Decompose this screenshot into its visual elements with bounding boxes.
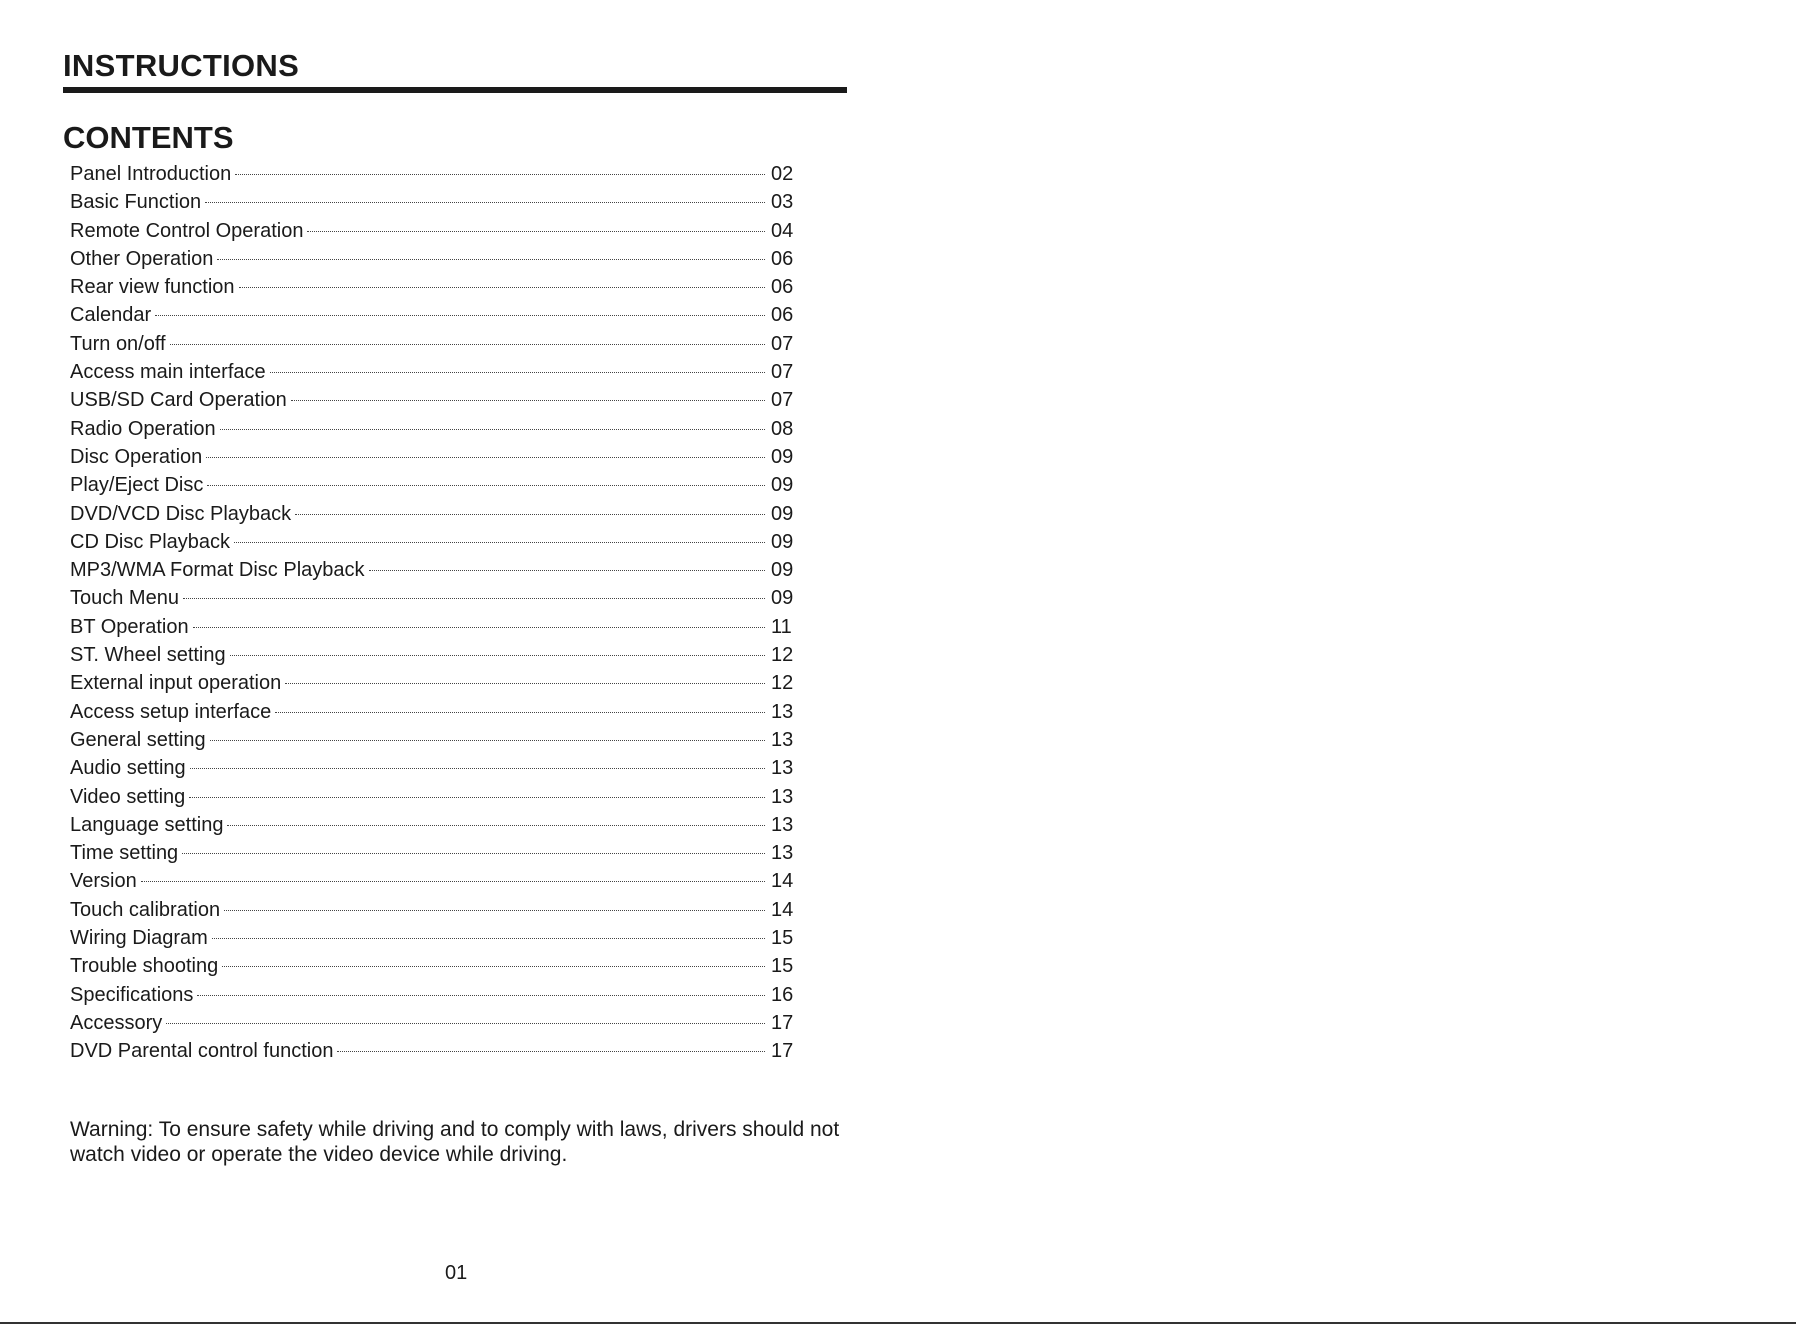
- toc-dot-leader: [210, 740, 765, 741]
- toc-dot-leader: [217, 259, 765, 260]
- toc-dot-leader: [270, 372, 765, 373]
- toc-entry: [70, 273, 799, 301]
- toc-entry-page: 12: [771, 672, 794, 695]
- toc-dot-leader: [220, 429, 765, 430]
- toc-entry: [70, 754, 799, 782]
- toc-entry-label: Version: [70, 870, 137, 893]
- toc-entry: [70, 556, 799, 584]
- toc-entry-page: 02: [771, 163, 794, 185]
- toc-dot-leader: [295, 514, 765, 515]
- toc-entry: [70, 811, 799, 839]
- toc-entry-page: 09: [771, 445, 794, 468]
- toc-entry: [70, 981, 799, 1009]
- toc-entry: [70, 584, 799, 612]
- toc-entry-label: Disc Operation: [70, 445, 203, 468]
- toc-dot-leader: [189, 797, 765, 798]
- toc-entry-label: Rear view function: [70, 276, 235, 299]
- toc-entry-label: BT Operation: [70, 615, 189, 638]
- toc-dot-leader: [193, 627, 765, 628]
- page-title: INSTRUCTIONS: [63, 48, 300, 83]
- page-number: 01: [445, 1262, 468, 1284]
- toc-entry-label: Access main interface: [70, 361, 266, 384]
- toc-dot-leader: [234, 542, 765, 543]
- toc-entry: [70, 613, 799, 641]
- toc-dot-leader: [230, 655, 765, 656]
- toc-entry-page: 06: [771, 247, 794, 270]
- toc-entry-label: Radio Operation: [70, 417, 216, 440]
- toc-entry-page: 13: [771, 757, 794, 780]
- toc-entry-page: 15: [771, 955, 794, 978]
- toc-entry-label: Calendar: [70, 304, 152, 327]
- toc-dot-leader: [212, 938, 765, 939]
- toc-entry-label: CD Disc Playback: [70, 530, 231, 553]
- toc-entry: [70, 386, 799, 414]
- safety-warning: Warning: To ensure safety while driving and to comply with laws, drivers should not watch video or operate the video device while driving.: [70, 1118, 840, 1166]
- toc-entry-page: 09: [771, 474, 794, 497]
- title-underline: [63, 87, 847, 93]
- toc-dot-leader: [235, 174, 765, 175]
- toc-entry: [70, 443, 799, 471]
- toc-entry-label: Video setting: [70, 785, 186, 808]
- toc-entry: [70, 783, 799, 811]
- toc-entry: [70, 471, 799, 499]
- toc-entry-page: 13: [771, 785, 794, 808]
- toc-entry: [70, 245, 799, 273]
- toc-entry-label: DVD/VCD Disc Playback: [70, 502, 292, 525]
- toc-entry: [70, 839, 799, 867]
- toc-entry: [70, 896, 799, 924]
- toc-dot-leader: [205, 202, 765, 203]
- toc-entry-page: 13: [771, 700, 794, 723]
- toc-entry-page: 17: [771, 1040, 794, 1063]
- toc-entry-label: ST. Wheel setting: [70, 644, 226, 667]
- toc-entry-label: USB/SD Card Operation: [70, 389, 287, 412]
- toc-entry-label: Access setup interface: [70, 700, 272, 723]
- toc-dot-leader: [369, 570, 765, 571]
- toc-entry: [70, 924, 799, 952]
- toc-entry: [70, 528, 799, 556]
- toc-entry-label: Touch calibration: [70, 898, 221, 921]
- toc-entry-label: Language setting: [70, 813, 224, 836]
- toc-entry: [70, 217, 799, 245]
- toc-dot-leader: [285, 683, 765, 684]
- toc-dot-leader: [224, 910, 765, 911]
- toc-entry: [70, 301, 799, 329]
- toc-entry-label: Trouble shooting: [70, 955, 219, 978]
- toc-entry-page: 11: [771, 615, 792, 638]
- toc-dot-leader: [222, 966, 765, 967]
- toc-entry-page: 03: [771, 191, 794, 214]
- toc-dot-leader: [307, 231, 765, 232]
- toc-entry-page: 15: [771, 927, 794, 950]
- toc-entry: [70, 415, 799, 443]
- toc-entry-label: Audio setting: [70, 757, 186, 780]
- toc-entry-label: External input operation: [70, 672, 282, 695]
- toc-entry-page: 14: [771, 870, 794, 893]
- contents-heading: CONTENTS: [63, 120, 234, 155]
- toc-dot-leader: [291, 400, 765, 401]
- toc-dot-leader: [183, 598, 765, 599]
- toc-dot-leader: [141, 881, 765, 882]
- toc-entry-page: 06: [771, 304, 794, 327]
- toc-entry-page: 14: [771, 898, 794, 921]
- toc-dot-leader: [166, 1023, 765, 1024]
- toc-entry-label: MP3/WMA Format Disc Playback: [70, 559, 365, 582]
- toc-entry: [70, 1009, 799, 1037]
- toc-dot-leader: [182, 853, 765, 854]
- toc-entry-page: 17: [771, 1011, 794, 1034]
- toc-entry-label: Other Operation: [70, 247, 214, 270]
- toc-entry: [70, 160, 799, 188]
- toc-entry-label: DVD Parental control function: [70, 1040, 334, 1063]
- toc-entry-label: Turn on/off: [70, 332, 166, 355]
- toc-entry-label: Basic Function: [70, 191, 202, 214]
- toc-entry-page: 09: [771, 530, 794, 553]
- toc-entry-label: Panel Introduction: [70, 163, 232, 185]
- toc-entry-label: Time setting: [70, 842, 179, 865]
- toc-dot-leader: [275, 712, 765, 713]
- toc-entry-label: Touch Menu: [70, 587, 179, 610]
- toc-dot-leader: [155, 315, 765, 316]
- toc-dot-leader: [207, 485, 765, 486]
- toc-entry: [70, 500, 799, 528]
- toc-entry-label: Accessory: [70, 1011, 163, 1034]
- toc-entry: [70, 330, 799, 358]
- toc-dot-leader: [197, 995, 765, 996]
- toc-entry-label: Play/Eject Disc: [70, 474, 204, 497]
- toc-dot-leader: [239, 287, 765, 288]
- toc-entry: [70, 867, 799, 895]
- toc-dot-leader: [170, 344, 765, 345]
- toc-entry: [70, 698, 799, 726]
- toc-entry: [70, 641, 799, 669]
- toc-entry-label: Wiring Diagram: [70, 927, 208, 950]
- toc-entry-page: 13: [771, 813, 794, 836]
- toc-entry-page: 08: [771, 417, 794, 440]
- toc-entry-page: 13: [771, 728, 794, 751]
- toc-dot-leader: [190, 768, 765, 769]
- toc-entry-page: 16: [771, 983, 794, 1006]
- toc-entry: [70, 188, 799, 216]
- toc-entry-page: 12: [771, 644, 794, 667]
- table-of-contents: [70, 160, 799, 1066]
- toc-dot-leader: [227, 825, 765, 826]
- toc-entry-page: 09: [771, 502, 794, 525]
- toc-dot-leader: [337, 1051, 765, 1052]
- toc-entry: [70, 952, 799, 980]
- toc-entry-page: 07: [771, 361, 794, 384]
- toc-entry: [70, 358, 799, 386]
- toc-entry-label: Specifications: [70, 983, 194, 1006]
- toc-entry-page: 13: [771, 842, 794, 865]
- toc-entry: [70, 1037, 799, 1065]
- toc-entry-page: 04: [771, 219, 794, 242]
- toc-entry-page: 07: [771, 389, 794, 412]
- toc-entry-page: 09: [771, 559, 794, 582]
- toc-entry-page: 06: [771, 276, 794, 299]
- toc-entry-page: 07: [771, 332, 794, 355]
- toc-entry-label: General setting: [70, 728, 206, 751]
- toc-entry: [70, 726, 799, 754]
- toc-entry-page: 09: [771, 587, 794, 610]
- toc-dot-leader: [206, 457, 765, 458]
- toc-entry: [70, 669, 799, 697]
- toc-entry-label: Remote Control Operation: [70, 219, 304, 242]
